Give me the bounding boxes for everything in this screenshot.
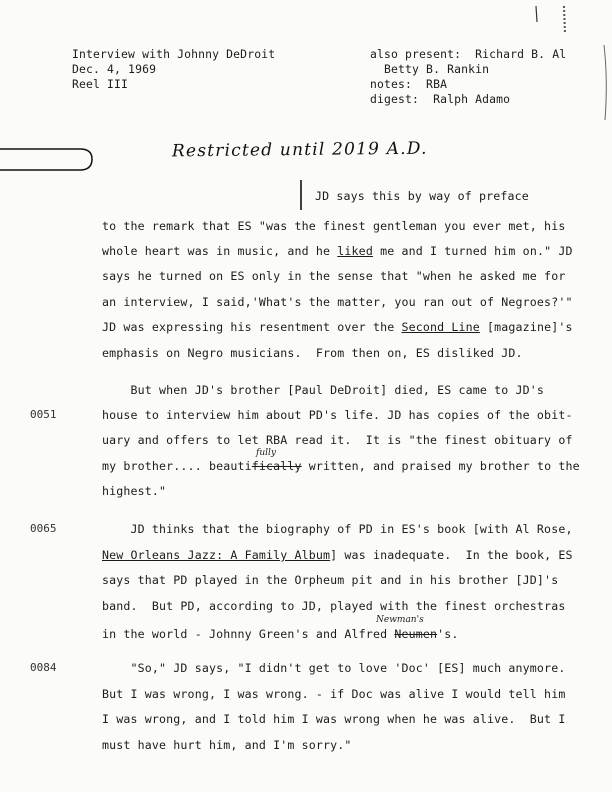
reel-number: Reel III (72, 77, 129, 91)
also-present-second: Betty B. Rankin (370, 62, 490, 76)
handwritten-correction: fully (256, 448, 276, 458)
scan-mark (528, 4, 568, 36)
p2-line3: uary and offers to let RBA read it. It is "the finest obituary of (102, 433, 573, 447)
underlined-word: liked (337, 244, 373, 258)
p1-line4: says he turned on ES only in the sense that "when he asked me for (102, 269, 566, 283)
struck-text: fically (251, 459, 302, 473)
tape-counter: 0051 (30, 408, 57, 421)
p1-line2: to the remark that ES "was the finest gentleman you ever met, his (102, 219, 566, 233)
p3-line4: band. But PD, according to JD, played with the finest orchestras (102, 599, 566, 613)
p3-line3: says that PD played in the Orpheum pit and in his brother [JD]'s (102, 573, 559, 587)
p1-line5: an interview, I said,'What's the matter, you ran out of Negroes?'" (102, 295, 573, 309)
p2-line2: house to interview him about PD's life. JD has copies of the obit- (102, 408, 573, 422)
notes-by: notes: RBA (370, 77, 448, 91)
p2-line5: highest." (102, 484, 167, 498)
p2-line4: my brother.... beautifically written, and praised my brother to the (102, 459, 580, 473)
p1-line1: JD says this by way of preface (315, 189, 529, 203)
book-title: New Orleans Jazz: A Family Album (102, 548, 331, 562)
binder-hole-mark (0, 140, 100, 180)
p1-line3: whole heart was in music, and he liked me and I turned him on." JD (102, 244, 573, 258)
p2-line1: But when JD's brother [Paul DeDroit] died, ES came to JD's (102, 383, 545, 397)
digest-by: digest: Ralph Adamo (370, 92, 511, 106)
p1-line6: JD was expressing his resentment over the Second Line [magazine]'s (102, 320, 573, 334)
p4-line1: "So," JD says, "I didn't get to love 'Doc' [ES] much anymore. (102, 661, 566, 675)
margin-mark (594, 40, 610, 160)
tape-counter: 0065 (30, 522, 57, 535)
interview-title: Interview with Johnny DeDroit (72, 47, 276, 61)
interview-date: Dec. 4, 1969 (72, 62, 157, 76)
p3-line5: in the world - Johnny Green's and Alfred Neumen's. (102, 627, 459, 641)
p1-line7: emphasis on Negro musicians. From then on, ES disliked JD. (102, 346, 523, 360)
p3-line2: New Orleans Jazz: A Family Album] was inadequate. In the book, ES (102, 548, 573, 562)
restriction-note: Restricted until 2019 A.D. (171, 138, 428, 162)
magazine-title: Second Line (401, 320, 480, 334)
tape-counter: 0084 (30, 661, 57, 674)
p4-line2: But I was wrong, I was wrong. - if Doc was alive I would tell him (102, 687, 566, 701)
struck-text: Neumen (394, 627, 438, 641)
also-present: also present: Richard B. Al (370, 47, 567, 61)
handwritten-correction: Newman's (376, 615, 424, 625)
p3-line1: JD thinks that the biography of PD in ES's book [with Al Rose, (102, 522, 573, 536)
p4-line3: I was wrong, and I told him I was wrong when he was alive. But I (102, 712, 566, 726)
margin-bar (298, 180, 304, 212)
p4-line4: must have hurt him, and I'm sorry." (102, 738, 352, 752)
